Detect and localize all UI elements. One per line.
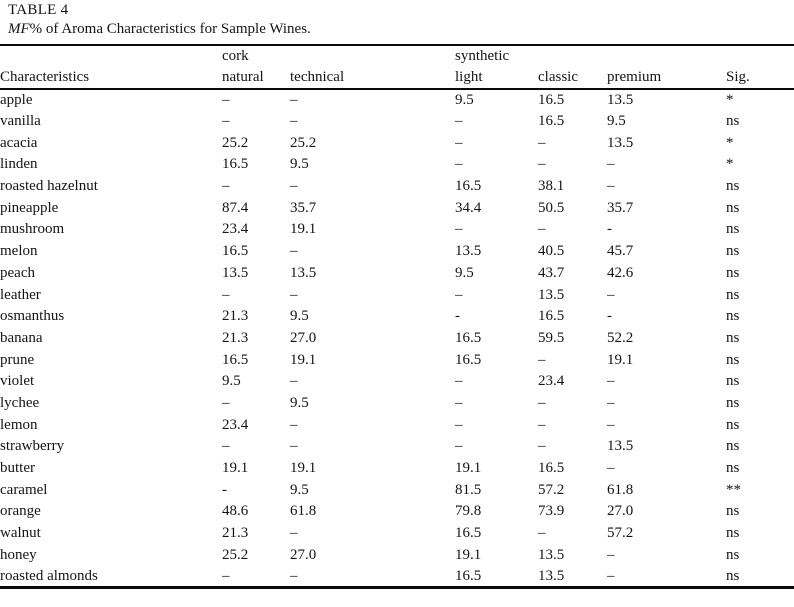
col-header-sig: Sig. xyxy=(726,69,750,85)
cell-classic: 40.5 xyxy=(538,243,565,260)
cell-technical: 19.1 xyxy=(290,351,317,368)
cell-classic: 59.5 xyxy=(538,329,565,346)
cell-sig: ns xyxy=(726,113,740,130)
cell-light: - xyxy=(455,308,460,325)
cell-natural: – xyxy=(222,438,230,455)
cell-light: 19.1 xyxy=(455,546,482,563)
cell-natural: – xyxy=(222,567,230,584)
col-header-natural: natural xyxy=(222,69,264,85)
cell-premium: – xyxy=(607,373,615,390)
row-label: violet xyxy=(0,373,35,390)
cell-sig: ns xyxy=(726,438,740,455)
cell-natural: 13.5 xyxy=(222,264,249,281)
cell-natural: 48.6 xyxy=(222,503,249,520)
row-label: caramel xyxy=(0,481,48,498)
col-group-synthetic: synthetic xyxy=(455,48,510,64)
row-label: roasted almonds xyxy=(0,567,98,584)
cell-classic: – xyxy=(538,156,546,173)
cell-technical: 13.5 xyxy=(290,264,317,281)
cell-technical: 9.5 xyxy=(290,394,309,411)
cell-premium: 13.5 xyxy=(607,438,634,455)
cell-premium: - xyxy=(607,221,612,238)
cell-natural: – xyxy=(222,178,230,195)
cell-classic: – xyxy=(538,416,546,433)
cell-technical: 27.0 xyxy=(290,329,317,346)
cell-premium: – xyxy=(607,416,615,433)
cell-technical: – xyxy=(290,373,298,390)
cell-natural: 21.3 xyxy=(222,329,249,346)
cell-technical: – xyxy=(290,243,298,260)
cell-technical: – xyxy=(290,286,298,303)
cell-premium: 9.5 xyxy=(607,113,626,130)
cell-premium: 52.2 xyxy=(607,329,634,346)
cell-sig: ns xyxy=(726,178,740,195)
cell-premium: 19.1 xyxy=(607,351,634,368)
cell-natural: – xyxy=(222,91,230,108)
cell-classic: 13.5 xyxy=(538,286,565,303)
cell-sig: ns xyxy=(726,286,740,303)
table-row xyxy=(0,436,794,458)
cell-technical: 19.1 xyxy=(290,221,317,238)
table-row xyxy=(0,154,794,176)
cell-premium: 13.5 xyxy=(607,134,634,151)
cell-premium: 61.8 xyxy=(607,481,634,498)
cell-natural: 21.3 xyxy=(222,525,249,542)
cell-natural: 23.4 xyxy=(222,221,249,238)
cell-premium: – xyxy=(607,546,615,563)
cell-light: 34.4 xyxy=(455,199,482,216)
cell-technical: – xyxy=(290,438,298,455)
cell-premium: – xyxy=(607,156,615,173)
table-row xyxy=(0,284,794,306)
cell-light: – xyxy=(455,373,463,390)
cell-light: 13.5 xyxy=(455,243,482,260)
cell-sig: ns xyxy=(726,351,740,368)
cell-sig: ns xyxy=(726,460,740,477)
table-row xyxy=(0,89,794,111)
cell-classic: 38.1 xyxy=(538,178,565,195)
row-label: mushroom xyxy=(0,221,65,238)
column-header-row xyxy=(0,67,794,89)
table-caption xyxy=(8,21,311,38)
cell-light: – xyxy=(455,394,463,411)
cell-classic: 57.2 xyxy=(538,481,565,498)
cell-classic: 73.9 xyxy=(538,503,565,520)
cell-premium: 45.7 xyxy=(607,243,634,260)
cell-natural: 16.5 xyxy=(222,243,249,260)
table-row xyxy=(0,458,794,480)
table-row xyxy=(0,263,794,285)
cell-sig: ns xyxy=(726,503,740,520)
table-row xyxy=(0,176,794,198)
table-row xyxy=(0,111,794,133)
empty-header-cell xyxy=(726,45,794,67)
table-row xyxy=(0,371,794,393)
col-header-technical: technical xyxy=(290,69,345,85)
col-header-classic: classic xyxy=(538,69,578,85)
cell-sig: ns xyxy=(726,329,740,346)
cell-premium: – xyxy=(607,460,615,477)
cell-light: 79.8 xyxy=(455,503,482,520)
cell-natural: 21.3 xyxy=(222,308,249,325)
cell-classic: 50.5 xyxy=(538,199,565,216)
cell-sig: ns xyxy=(726,221,740,238)
row-label: pineapple xyxy=(0,199,59,216)
row-label: banana xyxy=(0,329,43,346)
col-group-cork: cork xyxy=(222,48,249,64)
row-label: leather xyxy=(0,286,41,303)
table-row xyxy=(0,241,794,263)
cell-light: 16.5 xyxy=(455,351,482,368)
cell-sig: ** xyxy=(726,481,742,498)
cell-premium: 35.7 xyxy=(607,199,634,216)
table-row xyxy=(0,349,794,371)
cell-classic: 16.5 xyxy=(538,91,565,108)
row-label: orange xyxy=(0,503,41,520)
cell-sig: ns xyxy=(726,199,740,216)
cell-light: 9.5 xyxy=(455,91,474,108)
cell-sig: ns xyxy=(726,567,740,584)
row-label: osmanthus xyxy=(0,308,65,325)
table-row xyxy=(0,393,794,415)
cell-light: 19.1 xyxy=(455,460,482,477)
table-row xyxy=(0,479,794,501)
cell-light: 16.5 xyxy=(455,329,482,346)
cell-natural: 25.2 xyxy=(222,134,249,151)
cell-technical: 61.8 xyxy=(290,503,317,520)
cell-natural: 16.5 xyxy=(222,351,249,368)
cell-classic: – xyxy=(538,438,546,455)
cell-sig: ns xyxy=(726,525,740,542)
cell-classic: 23.4 xyxy=(538,373,565,390)
row-label: roasted hazelnut xyxy=(0,178,98,195)
cell-premium: 13.5 xyxy=(607,91,634,108)
cell-classic: 13.5 xyxy=(538,567,565,584)
row-label: walnut xyxy=(0,525,41,542)
row-label: butter xyxy=(0,460,35,477)
cell-natural: 87.4 xyxy=(222,199,249,216)
cell-natural: 25.2 xyxy=(222,546,249,563)
cell-sig: * xyxy=(726,91,734,108)
row-label: strawberry xyxy=(0,438,65,455)
cell-premium: – xyxy=(607,178,615,195)
aroma-characteristics-table xyxy=(0,44,794,589)
cell-premium: – xyxy=(607,286,615,303)
cell-sig: ns xyxy=(726,546,740,563)
row-label: melon xyxy=(0,243,38,260)
cell-classic: – xyxy=(538,221,546,238)
cell-classic: – xyxy=(538,134,546,151)
cell-light: – xyxy=(455,156,463,173)
cell-natural: 9.5 xyxy=(222,373,241,390)
cell-sig: ns xyxy=(726,308,740,325)
cell-premium: – xyxy=(607,394,615,411)
row-label: linden xyxy=(0,156,38,173)
cell-light: 9.5 xyxy=(455,264,474,281)
cell-technical: – xyxy=(290,525,298,542)
row-label: vanilla xyxy=(0,113,41,130)
cell-natural: – xyxy=(222,286,230,303)
cell-technical: – xyxy=(290,113,298,130)
col-header-light: light xyxy=(455,69,483,85)
table-row xyxy=(0,544,794,566)
cell-sig: ns xyxy=(726,243,740,260)
cell-natural: – xyxy=(222,394,230,411)
table-row xyxy=(0,328,794,350)
cell-light: – xyxy=(455,113,463,130)
cell-premium: - xyxy=(607,308,612,325)
cell-premium: 42.6 xyxy=(607,264,634,281)
cell-classic: – xyxy=(538,351,546,368)
table-body xyxy=(0,89,794,588)
cell-premium: 57.2 xyxy=(607,525,634,542)
group-header-row xyxy=(0,45,794,67)
table-row xyxy=(0,306,794,328)
cell-natural: 23.4 xyxy=(222,416,249,433)
cell-light: 16.5 xyxy=(455,525,482,542)
cell-sig: ns xyxy=(726,416,740,433)
cell-light: – xyxy=(455,134,463,151)
cell-light: – xyxy=(455,416,463,433)
row-label: apple xyxy=(0,91,33,108)
cell-technical: – xyxy=(290,567,298,584)
cell-light: 16.5 xyxy=(455,567,482,584)
row-label: honey xyxy=(0,546,37,563)
table-row xyxy=(0,523,794,545)
cell-light: 16.5 xyxy=(455,178,482,195)
cell-premium: 27.0 xyxy=(607,503,634,520)
row-label: acacia xyxy=(0,134,38,151)
table-row xyxy=(0,414,794,436)
cell-technical: 19.1 xyxy=(290,460,317,477)
col-header-premium: premium xyxy=(607,69,662,85)
cell-technical: 35.7 xyxy=(290,199,317,216)
cell-sig: ns xyxy=(726,394,740,411)
cell-classic: 43.7 xyxy=(538,264,565,281)
cell-premium: – xyxy=(607,567,615,584)
cell-technical: 9.5 xyxy=(290,156,309,173)
table-row xyxy=(0,219,794,241)
cell-sig: * xyxy=(726,156,734,173)
cell-natural: 19.1 xyxy=(222,460,249,477)
cell-light: 81.5 xyxy=(455,481,482,498)
col-header-characteristics: Characteristics xyxy=(0,69,90,85)
cell-technical: – xyxy=(290,416,298,433)
cell-technical: – xyxy=(290,91,298,108)
cell-classic: 16.5 xyxy=(538,460,565,477)
cell-technical: 9.5 xyxy=(290,481,309,498)
cell-technical: 9.5 xyxy=(290,308,309,325)
table-row xyxy=(0,501,794,523)
cell-light: – xyxy=(455,221,463,238)
table-row xyxy=(0,197,794,219)
cell-classic: 16.5 xyxy=(538,113,565,130)
cell-sig: ns xyxy=(726,373,740,390)
cell-classic: – xyxy=(538,394,546,411)
caption-text: % of Aroma Characteristics for Sample Wines. xyxy=(29,21,311,37)
row-label: lychee xyxy=(0,394,40,411)
cell-natural: 16.5 xyxy=(222,156,249,173)
cell-technical: 25.2 xyxy=(290,134,317,151)
row-label: prune xyxy=(0,351,35,368)
cell-sig: ns xyxy=(726,264,740,281)
table-label: TABLE 4 xyxy=(8,2,69,18)
empty-header-cell xyxy=(0,45,222,67)
row-label: peach xyxy=(0,264,35,281)
cell-light: – xyxy=(455,286,463,303)
cell-light: – xyxy=(455,438,463,455)
caption-italic-abbrev: MF xyxy=(8,21,30,37)
cell-natural: – xyxy=(222,113,230,130)
cell-classic: 13.5 xyxy=(538,546,565,563)
table-row xyxy=(0,566,794,588)
cell-classic: – xyxy=(538,525,546,542)
cell-technical: – xyxy=(290,178,298,195)
cell-technical: 27.0 xyxy=(290,546,317,563)
table-row xyxy=(0,132,794,154)
cell-sig: * xyxy=(726,134,734,151)
row-label: lemon xyxy=(0,416,38,433)
cell-natural: - xyxy=(222,481,227,498)
cell-classic: 16.5 xyxy=(538,308,565,325)
